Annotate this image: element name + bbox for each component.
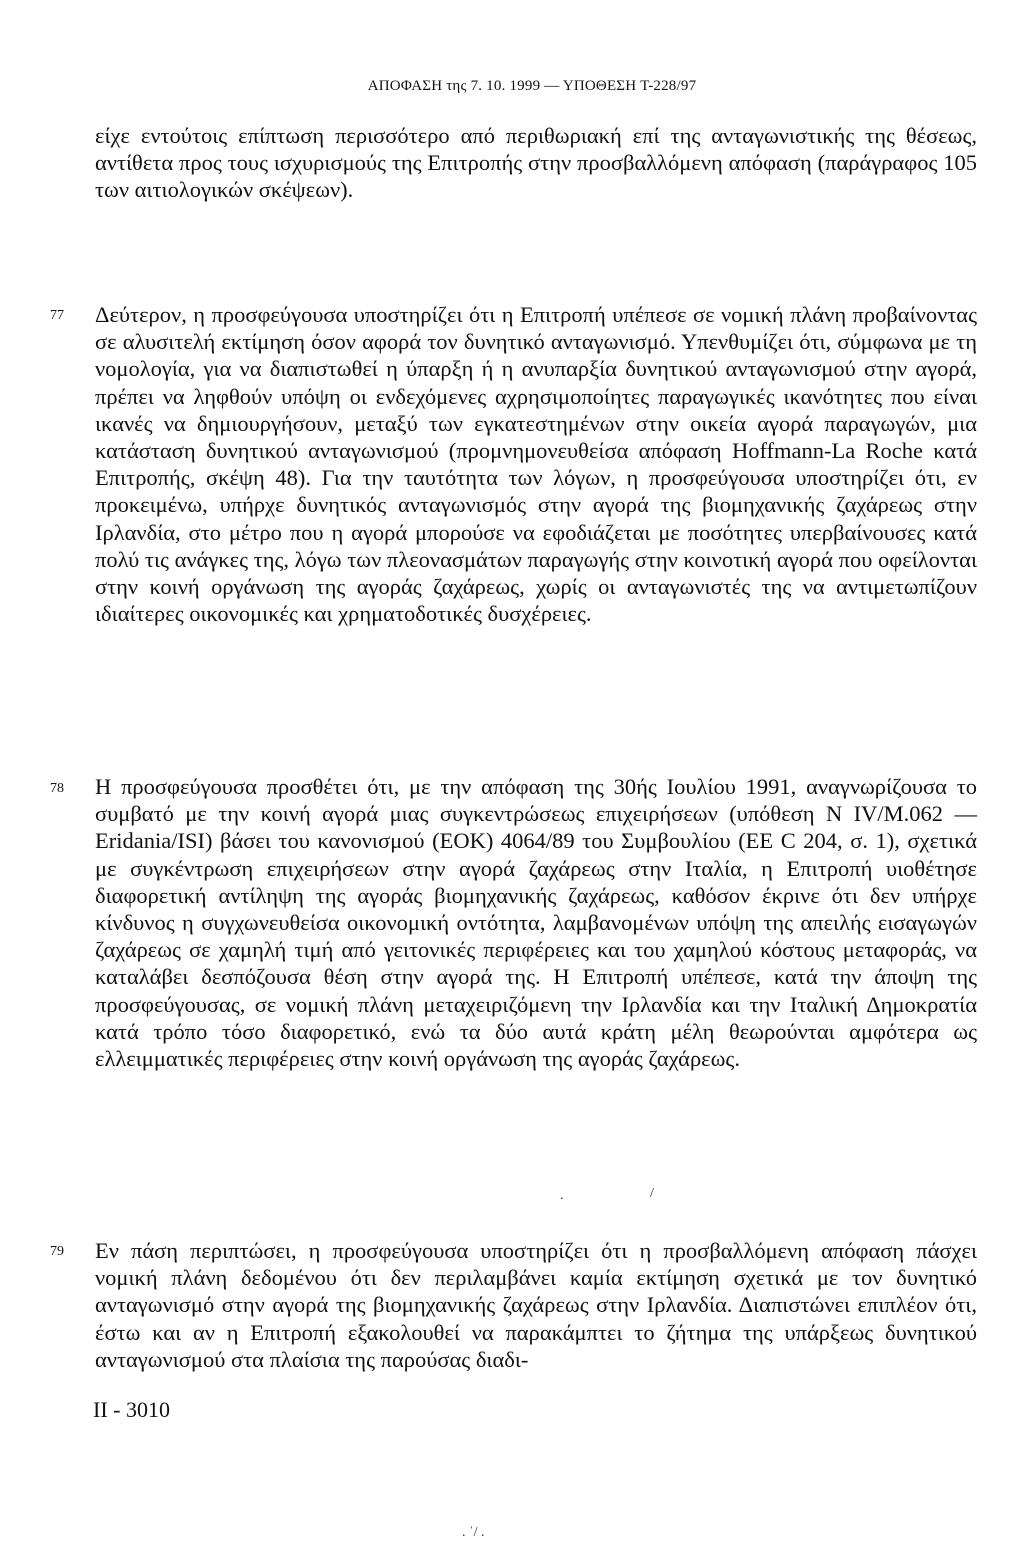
scan-artifact-mark: . ˈ/ . — [462, 1525, 485, 1540]
paragraph-number-78: 78 — [50, 781, 64, 796]
scan-artifact-mark: . — [560, 1188, 564, 1203]
scan-artifact-mark: / — [650, 1186, 654, 1201]
running-header: ΑΠΟΦΑΣΗ της 7. 10. 1999 — ΥΠΟΘΕΣΗ T-228/97 — [367, 78, 697, 94]
page-number: II - 3010 — [93, 1397, 170, 1422]
paragraph-79: Εν πάση περιπτώσει, η προσφεύγουσα υποστηρίζει ότι η προσβαλλόμενη απόφαση πάσχει νομική πλάνη δεδομένου ότι δεν περιλαμβάνει καμία εκτίμηση σχετικά με τον δυνητικό ανταγωνισμό στην αγορά της βιομηχανικής ζαχάρεως στην Ιρλανδία. Διαπιστώνει επιπλέον ότι, έστω και αν η Επιτροπή εξακολουθεί να παρακάμπτει το ζήτημα της υπάρξεως δυνητικού ανταγωνισμού στα πλαίσια της παρούσας διαδι- — [95, 1238, 977, 1372]
paragraph-78: Η προσφεύγουσα προσθέτει ότι, με την απόφαση της 30ής Ιουλίου 1991, αναγνωρίζουσα το συμβατό με την κοινή αγορά μιας συγκεντρώσεως επιχειρήσεων (υπόθεση N IV/M.062 — Eridania/ISI) βάσει του κανονισμού (ΕΟΚ) 4064/89 του Συμβουλίου (ΕΕ C 204, σ. 1), σχετικά με συγκέντρωση επιχειρήσεων στην αγορά ζαχάρεως στην Ιταλία, η Επιτροπή υιοθέτησε διαφορετική αντίληψη της αγοράς βιομηχανικής ζαχάρεως, καθόσον έκρινε ότι δεν υπήρχε κίνδυνος η συγχωνευθείσα οικονομική οντότητα, λαμβανομένων υπόψη της απειλής εισαγωγών ζαχάρεως σε χαμηλή τιμή από γειτονικές περιφέρειες και του χαμηλού κόστους μεταφοράς, να καταλάβει δεσπόζουσα θέση στην αγορά της. Η Επιτροπή υπέπεσε, κατά την άποψη της προσφεύγουσας, σε νομική πλάνη μεταχειριζόμενη την Ιρλανδία και την Ιταλική Δημοκρατία κατά τρόπο τόσο διαφορετικό, ενώ τα δύο αυτά κράτη μέλη θεωρούνται αμφότερα ως ελλειμματικές περιφέρειες στην κοινή οργάνωση της αγοράς ζαχάρεως. — [95, 774, 977, 1072]
paragraph-number-77: 77 — [50, 308, 64, 323]
paragraph-number-79: 79 — [50, 1244, 64, 1259]
paragraph-76-continuation: είχε εντούτοις επίπτωση περισσότερο από περιθωριακή επί της ανταγωνιστικής της θέσεως, αντίθετα προς τους ισχυρισμούς της Επιτροπής στην προσβαλλόμενη απόφαση (παράγραφος 105 των αιτιολογικών σκέψεων). — [95, 123, 977, 203]
paragraph-77: Δεύτερον, η προσφεύγουσα υποστηρίζει ότι η Επιτροπή υπέπεσε σε νομική πλάνη προβαίνοντας σε αλυσιτελή εκτίμηση όσον αφορά τον δυνητικό ανταγωνισμό. Υπενθυμίζει ότι, σύμφωνα με τη νομολογία, για να διαπιστωθεί η ύπαρξη ή η ανυπαρξία δυνητικού ανταγωνισμού στην αγορά, πρέπει να ληφθούν υπόψη οι ενδεχόμενες αχρησιμοποίητες παραγωγικές ικανότητες που είναι ικανές να δημιουργήσουν, μεταξύ των εγκατεστημένων στην οικεία αγορά παραγωγών, μια κατάσταση δυνητικού ανταγωνισμού (προμνημονευθείσα απόφαση Hoffmann-La Roche κατά Επιτροπής, σκέψη 48). Για την ταυτότητα των λόγων, η προσφεύγουσα υποστηρίζει ότι, εν προκειμένω, υπήρχε δυνητικός ανταγωνισμός στην αγορά της βιομηχανικής ζαχάρεως στην Ιρλανδία, στο μέτρο που η αγορά μπορούσε να εφοδιάζεται με ποσότητες υπερβαίνουσες κατά πολύ τις ανάγκες της, λόγω των πλεονασμάτων παραγωγής στην κοινοτική αγορά που οφείλονται στην κοινή οργάνωση της αγοράς ζαχάρεως, χωρίς οι ανταγωνιστές της να αντιμετωπίζουν ιδιαίτερες οικονομικές και χρηματοδοτικές δυσχέρειες. — [95, 302, 977, 627]
